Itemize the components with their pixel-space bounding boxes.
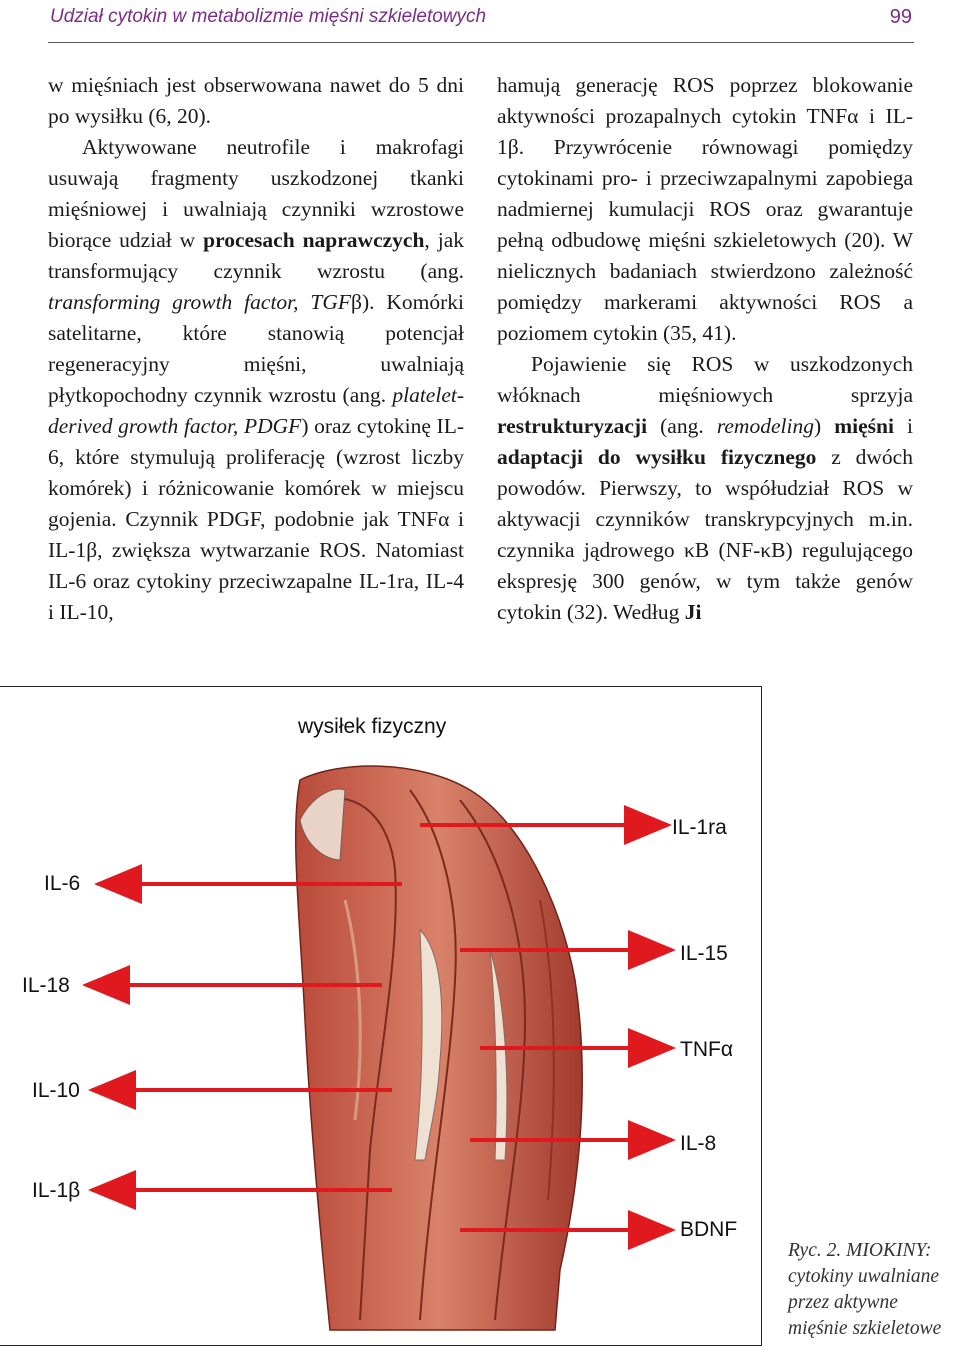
paragraph: hamują generację ROS poprzez blokowanie aktywności prozapalnych cytokin TNFα i IL-1β. Przywrócenie równowagi pomiędzy cytokinami pro- i przeciwzapalnymi zapobiega nadmiernej kumulacji ROS oraz gwarantuje pełną odbudowę mięśni szkieletowych (20). W nielicznych badaniach stwierdzono zależność pomiędzy markerami aktywności ROS a poziomem cytokin (35, 41). (497, 73, 913, 345)
label-il-6: IL-6 (44, 872, 81, 895)
label-il-1b: IL-1β (32, 1179, 81, 1202)
running-title: Udział cytokin w metabolizmie mięśni szkieletowych (50, 6, 487, 27)
label-il-1ra: IL-1ra (672, 816, 727, 839)
label-il-8: IL-8 (680, 1132, 717, 1155)
figure-caption: Ryc. 2. MIOKINY: cytokiny uwalniane przez aktywne mięśnie szkieletowe (788, 1240, 942, 1339)
label-il-10: IL-10 (32, 1079, 80, 1102)
label-il-15: IL-15 (680, 942, 728, 965)
page-number: 99 (889, 6, 912, 28)
label-il-18: IL-18 (22, 974, 70, 997)
paragraph: Pojawienie się ROS w uszkodzonych włóknach mięśniowych sprzyja restrukturyzacji (ang. remodeling) mięśni i adaptacji do wysiłku fizycznego z dwóch powodów. Pierwszy, to współudział ROS w aktywacji czynników transkrypcyjnych m.in. czynnika jądrowego κB (NF-κB) regulującego ekspresję 300 genów, w tym także genów cytokin (32). Według Ji (497, 352, 913, 624)
label-bdnf: BDNF (680, 1218, 738, 1241)
paragraph: w mięśniach jest obserwowana nawet do 5 dni po wysiłku (6, 20). (48, 73, 464, 128)
label-tnfa: TNFα (680, 1038, 733, 1061)
paragraph: Aktywowane neutrofile i makrofagi usuwają fragmenty uszkodzonej tkanki mięśniowej i uwalniają czynniki wzrostowe biorące udział w procesach naprawczych, jak transformujący czynnik wzrostu (ang. transforming growth factor, TGFβ). Komórki satelitarne, które stanowią potencjał regeneracyjny mięśni, uwalniają płytkopochodny czynnik wzrostu (ang. platelet-derived growth factor, PDGF) oraz cytokinę IL-6, które stymulują proliferację (wzrost liczby komórek) i różnicowanie komórek w miejscu gojenia. Czynnik PDGF, podobnie jak TNFα i IL-1β, zwiększa wytwarzanie ROS. Natomiast IL-6 oraz cytokiny przeciwzapalne IL-1ra, IL-4 i IL-10, (48, 135, 464, 624)
figure-title: wysiłek fizyczny (298, 715, 447, 738)
